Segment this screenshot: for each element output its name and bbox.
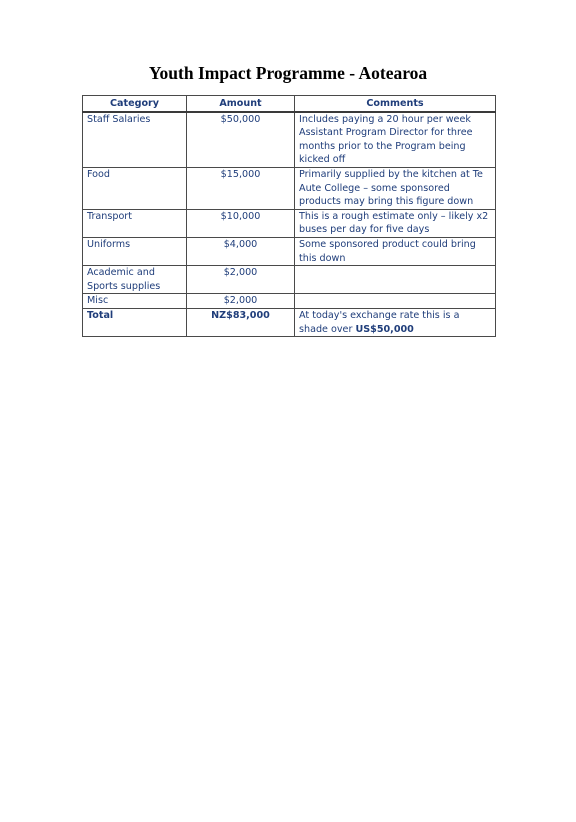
row-comments: [295, 294, 496, 309]
row-comments: [295, 266, 496, 294]
row-amount: $2,000: [187, 294, 295, 309]
table-total-row: [83, 308, 496, 336]
row-category: Transport: [83, 209, 187, 237]
table-row: [83, 167, 496, 209]
page-title: Youth Impact Programme - Aotearoa: [148, 63, 428, 83]
row-category: Food: [83, 167, 187, 209]
row-amount: $50,000: [187, 112, 295, 168]
total-amount: NZ$83,000: [187, 308, 295, 336]
row-amount: $15,000: [187, 167, 295, 209]
total-comments-text: At today's exchange rate this is a shade over: [299, 309, 460, 335]
header-amount: Amount: [187, 96, 295, 112]
row-comments: Includes paying a 20 hour per week Assistant Program Director for three months prior to the Program being kicked off: [295, 112, 496, 168]
row-comments: Some sponsored product could bring this down: [295, 237, 496, 265]
table-row: [83, 266, 496, 294]
table-header-row: [83, 96, 496, 112]
row-amount: $2,000: [187, 266, 295, 294]
row-category: Misc: [83, 294, 187, 309]
budget-table: [82, 95, 496, 337]
row-amount: $4,000: [187, 237, 295, 265]
total-label: Total: [83, 308, 187, 336]
table-row: [83, 112, 496, 168]
row-amount: $10,000: [187, 209, 295, 237]
table-row: [83, 294, 496, 309]
row-comments: Primarily supplied by the kitchen at Te Aute College – some sponsored products may bring this figure down: [295, 167, 496, 209]
table-row: [83, 237, 496, 265]
total-comments: [295, 308, 496, 336]
table-row: [83, 209, 496, 237]
row-category: Uniforms: [83, 237, 187, 265]
total-comments-highlight: US$50,000: [355, 323, 414, 335]
header-category: Category: [83, 96, 187, 112]
row-category: Staff Salaries: [83, 112, 187, 168]
row-comments: This is a rough estimate only – likely x2 buses per day for five days: [295, 209, 496, 237]
header-comments: Comments: [295, 96, 496, 112]
row-category: Academic and Sports supplies: [83, 266, 187, 294]
